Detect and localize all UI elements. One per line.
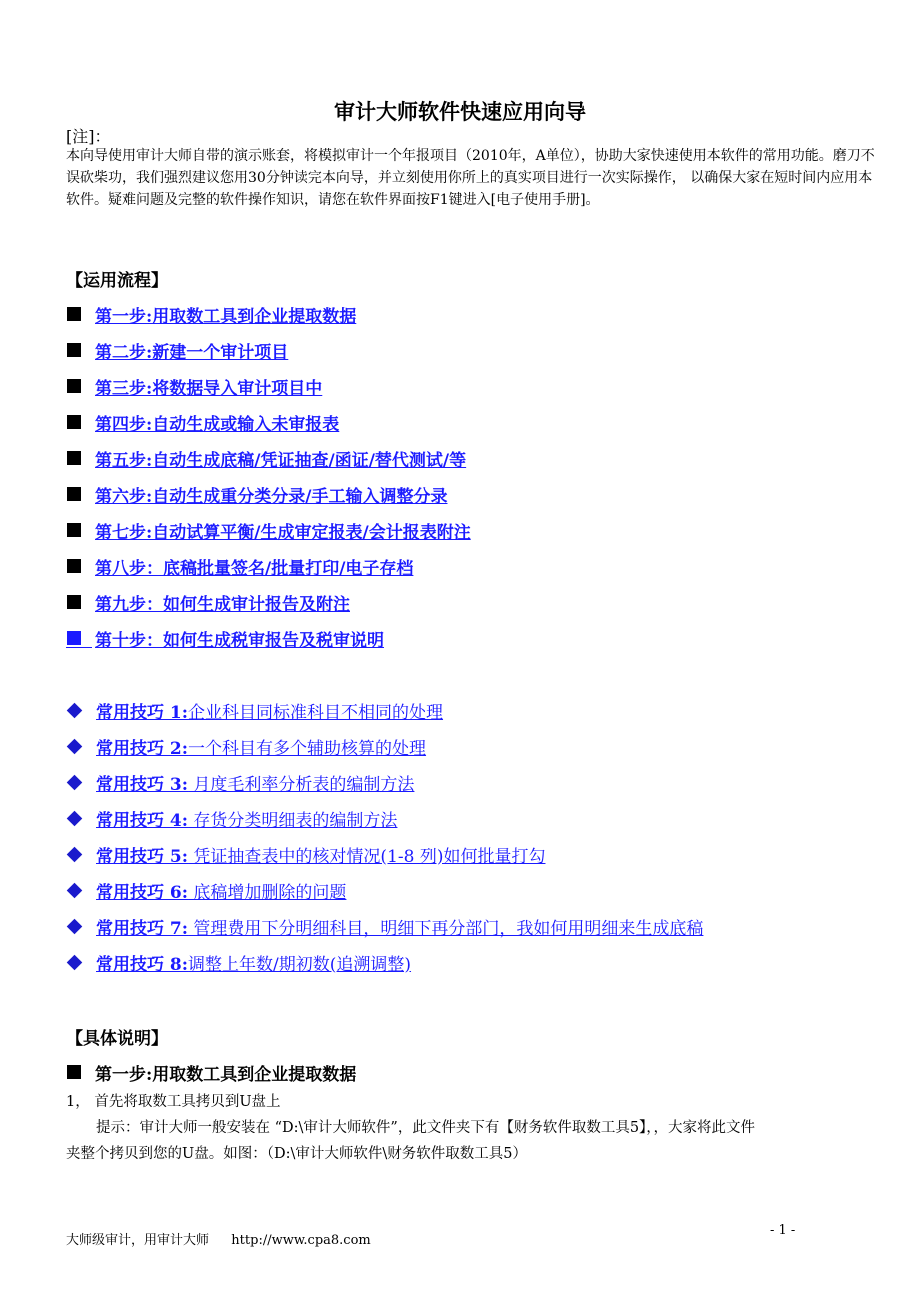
tip-item: [66, 767, 414, 797]
step-item: [66, 407, 339, 437]
diamond-bullet-icon: [67, 774, 83, 790]
step-link-5[interactable]: 第五步:自动生成底稿/凭证抽查/函证/替代测试/等: [95, 450, 467, 471]
footer: [66, 1229, 371, 1248]
step-item: [66, 587, 350, 617]
square-bullet-icon: [67, 1065, 81, 1079]
detail-heading: 【具体说明】: [66, 1029, 168, 1049]
hint-line-1: 提示：审计大师一般安装在 “D:\审计大师软件”，此文件夹下有【财务软件取数工具5】，，大家将此文件: [96, 1120, 756, 1136]
tip-item: [66, 695, 443, 725]
step-item: [66, 551, 413, 581]
tip-item: [66, 911, 703, 941]
tip-link-5[interactable]: 常用技巧 5: 凭证抽查表中的核对情况(1-8 列)如何批量打勾: [96, 846, 546, 867]
diamond-bullet-icon: [67, 954, 83, 970]
square-bullet-icon: [67, 343, 81, 357]
step-item: [66, 515, 471, 545]
square-bullet-icon: [67, 523, 81, 537]
diamond-bullet-icon: [67, 846, 83, 862]
square-bullet-icon: [67, 379, 81, 393]
step-link-3[interactable]: 第三步:将数据导入审计项目中: [95, 378, 323, 399]
square-bullet-icon: [67, 415, 81, 429]
diamond-bullet-icon: [67, 702, 83, 718]
step-item: [66, 299, 356, 329]
step-link-7[interactable]: 第七步:自动试算平衡/生成审定报表/会计报表附注: [95, 522, 471, 543]
square-bullet-icon: [67, 487, 81, 501]
detail-step-text: 第一步:用取数工具到企业提取数据: [95, 1064, 357, 1085]
instruction-paragraph: 1， 首先将取数工具拷贝到U盘上: [66, 1094, 281, 1110]
square-bullet-icon: [67, 307, 81, 321]
tip-item: [66, 875, 346, 905]
intro-paragraph: 本向导使用审计大师自带的演示账套，将模拟审计一个年报项目（2010年，A单位），协助大家快速使用本软件的常用功能。磨刀不误砍柴功，我们强烈建议您用30分钟读完本向导，并立刻使用你所上的真实项目进行一次实际操作， 以确保大家在短时间内应用本软件。疑难问题及完整的软件操作知识，请您在软件界面按F1键进入[电子使用手册]。: [66, 148, 875, 208]
step-link-9[interactable]: 第九步：如何生成审计报告及附注: [95, 594, 350, 615]
step-link-8[interactable]: 第八步：底稿批量签名/批量打印/电子存档: [95, 558, 414, 579]
step-link-2[interactable]: 第二步:新建一个审计项目: [95, 342, 289, 363]
footer-url: http://www.cpa8.com: [231, 1233, 371, 1248]
hint-line-2: 夹整个拷贝到您的U盘。如图：（D:\审计大师软件\财务软件取数工具5）: [66, 1146, 527, 1162]
step-item: [66, 335, 288, 365]
document-title: 审计大师软件快速应用向导: [334, 99, 586, 124]
diamond-bullet-icon: [67, 882, 83, 898]
step-link-10[interactable]: 第十步：如何生成税审报告及税审说明: [95, 630, 384, 651]
tip-link-6[interactable]: 常用技巧 6: 底稿增加删除的问题: [96, 882, 347, 903]
tip-link-2[interactable]: 常用技巧 2:一个科目有多个辅助核算的处理: [96, 738, 427, 759]
detail-step-heading: [66, 1058, 356, 1086]
tip-link-4[interactable]: 常用技巧 4: 存货分类明细表的编制方法: [96, 810, 398, 831]
step-item: [66, 479, 447, 509]
tip-item: [66, 731, 426, 761]
tip-item: [66, 839, 545, 869]
footer-slogan: 大师级审计，用审计大师: [66, 1233, 210, 1248]
diamond-bullet-icon: [67, 738, 83, 754]
tip-item: [66, 947, 411, 977]
square-bullet-icon: [67, 559, 81, 573]
page-number: - 1 -: [770, 1223, 796, 1238]
step-link-4[interactable]: 第四步:自动生成或输入未审报表: [95, 414, 340, 435]
step-item: [66, 623, 384, 653]
square-bullet-icon: [67, 451, 81, 465]
step-item: [66, 371, 322, 401]
tip-link-8[interactable]: 常用技巧 8:调整上年数/期初数(追溯调整): [96, 954, 412, 975]
note-label: [注]：: [66, 127, 111, 146]
tip-link-3[interactable]: 常用技巧 3: 月度毛利率分析表的编制方法: [96, 774, 415, 795]
step-link-6[interactable]: 第六步:自动生成重分类分录/手工输入调整分录: [95, 486, 448, 507]
tip-item: [66, 803, 397, 833]
step-item: [66, 443, 466, 473]
tip-link-7[interactable]: 常用技巧 7: 管理费用下分明细科目，明细下再分部门，我如何用明细来生成底稿: [96, 918, 704, 939]
flow-heading: 【运用流程】: [66, 271, 168, 291]
square-bullet-icon: [67, 631, 81, 645]
diamond-bullet-icon: [67, 810, 83, 826]
link-underline: [66, 647, 92, 648]
diamond-bullet-icon: [67, 918, 83, 934]
square-bullet-icon: [67, 595, 81, 609]
tip-link-1[interactable]: 常用技巧 1:企业科目同标准科目不相同的处理: [96, 702, 444, 723]
step-link-1[interactable]: 第一步:用取数工具到企业提取数据: [95, 306, 357, 327]
